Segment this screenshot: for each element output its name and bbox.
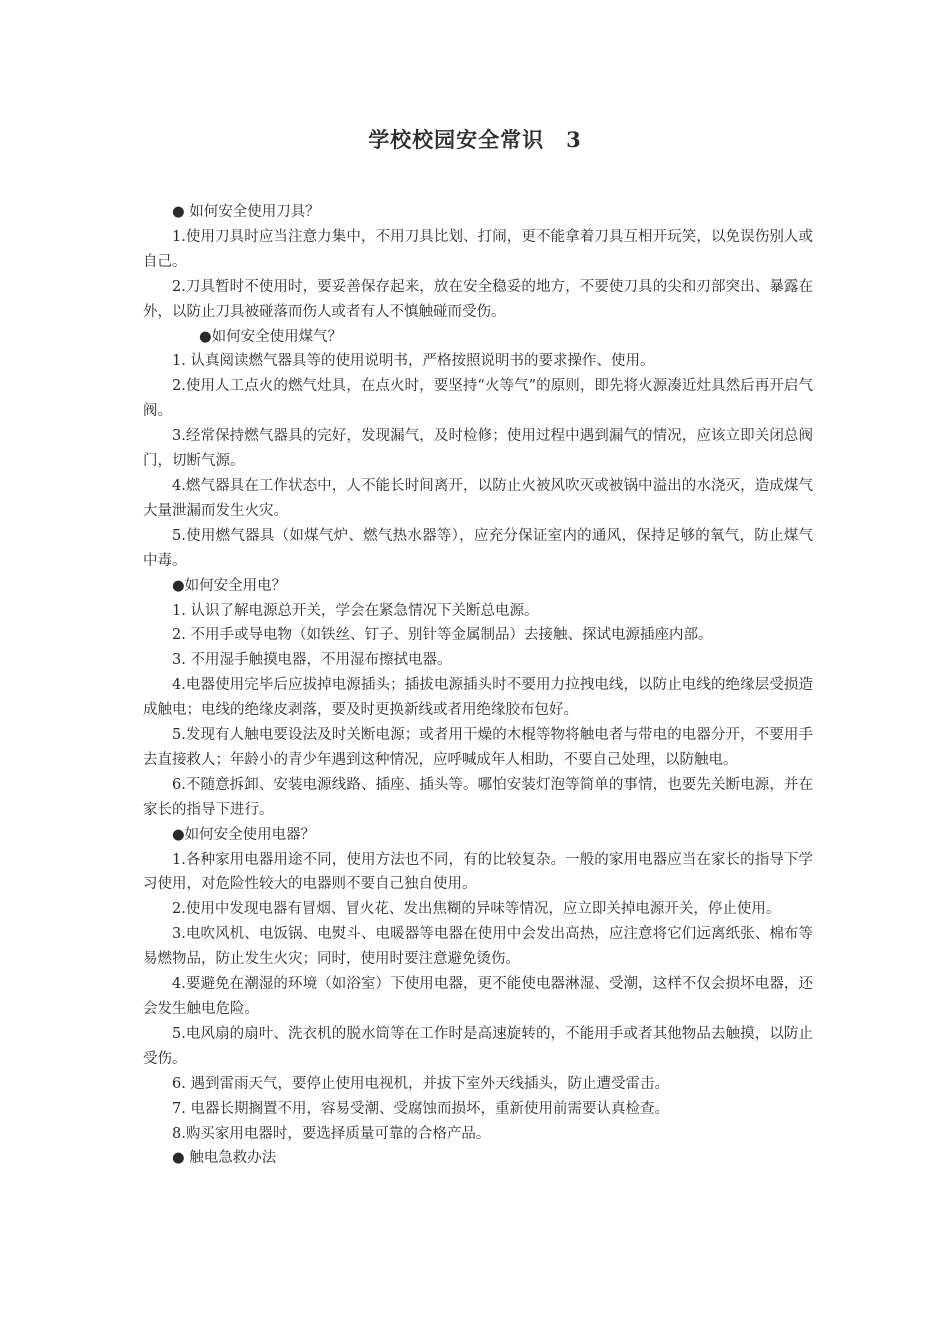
paragraph: 4.燃气器具在工作状态中，人不能长时间离开，以防止火被风吹灭或被锅中溢出的水浇灭，造成煤气大量泄漏而发生火灾。 (143, 477, 813, 519)
paragraph: 2.刀具暂时不使用时，要妥善保存起来，放在安全稳妥的地方，不要使刀具的尖和刃部突出、暴露在外，以防止刀具被碰落而伤人或者有人不慎触碰而受伤。 (143, 278, 813, 320)
paragraph: 4.电器使用完毕后应拔掉电源插头；插拔电源插头时不要用力拉拽电线，以防止电线的绝缘层受损造成触电；电线的绝缘皮剥落，要及时更换新线或者用绝缘胶布包好。 (143, 677, 813, 719)
section-heading-knife: ● 如何安全使用刀具？ (172, 204, 320, 220)
paragraph: 3.电吹风机、电饭锅、电熨斗、电暖器等电器在使用中会发出高热，应注意将它们远离纸张、棉布等易燃物品，防止发生火灾；同时，使用时要注意避免烫伤。 (143, 926, 813, 968)
section-heading-electricity: ●如何安全用电？ (172, 577, 287, 594)
paragraph: 5.使用燃气器具（如煤气炉、燃气热水器等），应充分保证室内的通风，保持足够的氧气，防止煤气中毒。 (143, 527, 813, 569)
paragraph: 5.电风扇的扇叶、洗衣机的脱水筒等在工作时是高速旋转的，不能用手或者其他物品去触摸，以防止受伤。 (143, 1025, 813, 1067)
paragraph: 3.经常保持燃气器具的完好，发现漏气，及时检修；使用过程中遇到漏气的情况，应该立即关闭总阀门，切断气源。 (143, 428, 813, 470)
paragraph: 2. 不用手或导电物（如铁丝、钉子、别针等金属制品）去接触、探试电源插座内部。 (172, 627, 713, 644)
paragraph: 5.发现有人触电要设法及时关断电源；或者用干燥的木棍等物将触电者与带电的电器分开，不要用手去直接救人；年龄小的青少年遇到这种情况，应呼喊成年人相助，不要自己处理，以防触电。 (143, 727, 813, 768)
paragraph: 2.使用中发现电器有冒烟、冒火花、发出焦糊的异味等情况，应立即关掉电源开关，停止使用。 (172, 901, 781, 918)
section-heading-first-aid: ● 触电急救办法 (172, 1150, 277, 1167)
document-body (143, 200, 813, 1171)
paragraph: 1. 认真阅读燃气器具等的使用说明书，严格按照说明书的要求操作、使用。 (172, 353, 655, 370)
section-heading-gas: ●如何安全使用煤气？ (199, 328, 343, 345)
paragraph: 1. 认识了解电源总开关，学会在紧急情况下关断总电源。 (172, 602, 539, 619)
page-title: 学校校园安全常识 3 (368, 127, 582, 152)
paragraph: 3. 不用湿手触摸电器，不用湿布擦拭电器。 (172, 652, 452, 669)
paragraph: 7. 电器长期搁置不用，容易受潮、受腐蚀而损坏，重新使用前需要认真检查。 (172, 1100, 669, 1117)
paragraph: 6. 遇到雷雨天气，要停止使用电视机，并拔下室外天线插头，防止遭受雷击。 (172, 1075, 669, 1092)
paragraph: 8.购买家用电器时，要选择质量可靠的合格产品。 (172, 1125, 491, 1142)
paragraph: 4.要避免在潮湿的环境（如浴室）下使用电器，更不能使电器淋湿、受潮，这样不仅会损坏电器，还会发生触电危险。 (143, 976, 813, 1017)
paragraph: 2.使用人工点火的燃气灶具，在点火时，要坚持“火等气”的原则，即先将火源凑近灶具然后再开启气阀。 (143, 378, 813, 420)
section-heading-appliances: ●如何安全使用电器？ (172, 826, 316, 843)
paragraph: 1.使用刀具时应当注意力集中，不用刀具比划、打闹，更不能拿着刀具互相开玩笑，以免误伤别人或自己。 (143, 228, 813, 270)
paragraph: 6.不随意拆卸、安装电源线路、插座、插头等。哪怕安装灯泡等简单的事情，也要先关断电源，并在家长的指导下进行。 (143, 776, 813, 818)
paragraph: 1.各种家用电器用途不同，使用方法也不同，有的比较复杂。一般的家用电器应当在家长的指导下学习使用，对危险性较大的电器则不要自己独自使用。 (143, 851, 813, 893)
